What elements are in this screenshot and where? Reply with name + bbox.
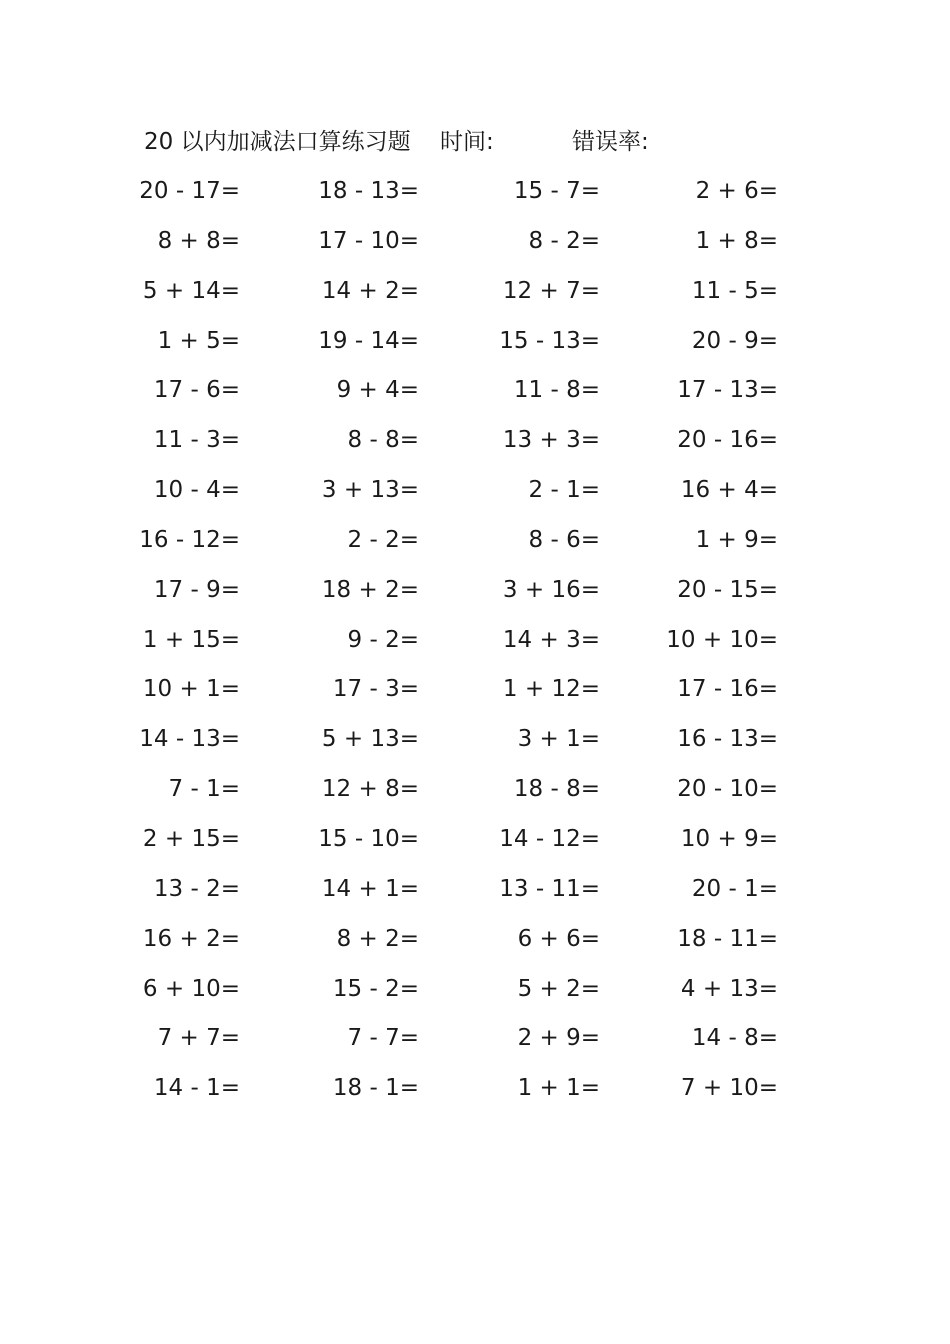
problem: 2 - 2= [347, 526, 419, 553]
problem: 10 + 9= [680, 825, 778, 852]
problem: 15 - 13= [499, 327, 600, 354]
problem-row [0, 374, 950, 424]
error-rate-label: 错误率: [572, 129, 649, 155]
problem: 7 - 1= [168, 776, 240, 803]
problem: 1 + 12= [502, 676, 600, 703]
problem: 16 - 13= [677, 726, 778, 753]
problem: 14 - 12= [499, 825, 600, 852]
problem-row [0, 723, 950, 773]
problem: 9 - 2= [347, 626, 419, 653]
problem: 1 + 9= [695, 526, 778, 553]
problem-row [0, 773, 950, 823]
problem: 12 + 8= [321, 776, 419, 803]
problem: 8 - 6= [528, 526, 600, 553]
problem-row [0, 275, 950, 325]
problem-row [0, 973, 950, 1023]
problem: 5 + 2= [517, 975, 600, 1002]
problem: 6 + 6= [517, 925, 600, 952]
problem: 1 + 8= [695, 227, 778, 254]
problem: 16 + 2= [142, 925, 240, 952]
problem: 18 - 11= [677, 925, 778, 952]
problem: 17 - 13= [677, 377, 778, 404]
problem-grid [0, 175, 950, 1122]
problem: 5 + 13= [321, 726, 419, 753]
problem: 11 - 8= [513, 377, 600, 404]
problem: 11 - 5= [691, 277, 778, 304]
problem: 14 - 8= [691, 1025, 778, 1052]
problem: 7 + 7= [157, 1025, 240, 1052]
problem-row [0, 424, 950, 474]
problem: 6 + 10= [142, 975, 240, 1002]
problem-row [0, 175, 950, 225]
problem: 9 + 4= [336, 377, 419, 404]
problem: 8 + 2= [336, 925, 419, 952]
problem: 10 + 10= [666, 626, 778, 653]
problem-row [0, 574, 950, 624]
problem: 20 - 17= [139, 178, 240, 204]
problem: 17 - 9= [153, 576, 240, 603]
problem-row [0, 225, 950, 275]
time-label: 时间: [440, 129, 494, 155]
problem: 17 - 10= [318, 227, 419, 254]
problem: 2 + 6= [695, 178, 778, 204]
problem: 20 - 10= [677, 776, 778, 803]
problem: 2 + 9= [517, 1025, 600, 1052]
problem: 12 + 7= [502, 277, 600, 304]
problem: 5 + 14= [142, 277, 240, 304]
problem: 14 + 3= [502, 626, 600, 653]
problem: 8 - 8= [347, 427, 419, 454]
problem: 19 - 14= [318, 327, 419, 354]
problem: 20 - 9= [691, 327, 778, 354]
problem: 1 + 15= [142, 626, 240, 653]
problem-row [0, 823, 950, 873]
problem: 14 + 1= [321, 875, 419, 902]
problem-row [0, 1022, 950, 1072]
problem: 11 - 3= [153, 427, 240, 454]
problem-row [0, 524, 950, 574]
problem: 14 + 2= [321, 277, 419, 304]
problem: 4 + 13= [680, 975, 778, 1002]
problem: 18 - 1= [332, 1075, 419, 1102]
problem: 14 - 13= [139, 726, 240, 753]
problem: 3 + 13= [321, 477, 419, 504]
problem: 13 + 3= [502, 427, 600, 454]
problem: 8 + 8= [157, 227, 240, 254]
problem: 17 - 6= [153, 377, 240, 404]
problem: 1 + 1= [517, 1075, 600, 1102]
problem: 20 - 15= [677, 576, 778, 603]
problem: 17 - 16= [677, 676, 778, 703]
problem-row [0, 923, 950, 973]
problem: 20 - 16= [677, 427, 778, 454]
problem: 10 + 1= [142, 676, 240, 703]
problem: 18 - 13= [318, 178, 419, 204]
problem-row [0, 325, 950, 375]
problem: 7 + 10= [680, 1075, 778, 1102]
problem-row [0, 624, 950, 674]
problem: 17 - 3= [332, 676, 419, 703]
problem: 16 + 4= [680, 477, 778, 504]
problem: 13 - 11= [499, 875, 600, 902]
worksheet-title: 20 以内加减法口算练习题 [144, 129, 411, 155]
problem: 2 + 15= [142, 825, 240, 852]
problem-row [0, 474, 950, 524]
problem: 15 - 7= [513, 178, 600, 204]
problem: 15 - 10= [318, 825, 419, 852]
problem: 18 + 2= [321, 576, 419, 603]
problem-row [0, 1072, 950, 1122]
problem: 13 - 2= [153, 875, 240, 902]
problem: 10 - 4= [153, 477, 240, 504]
problem: 3 + 16= [502, 576, 600, 603]
problem: 2 - 1= [528, 477, 600, 504]
problem: 16 - 12= [139, 526, 240, 553]
problem: 3 + 1= [517, 726, 600, 753]
problem: 14 - 1= [153, 1075, 240, 1102]
problem: 15 - 2= [332, 975, 419, 1002]
problem-row [0, 873, 950, 923]
problem: 7 - 7= [347, 1025, 419, 1052]
problem: 20 - 1= [691, 875, 778, 902]
problem: 8 - 2= [528, 227, 600, 254]
problem: 18 - 8= [513, 776, 600, 803]
problem-row [0, 673, 950, 723]
problem: 1 + 5= [157, 327, 240, 354]
